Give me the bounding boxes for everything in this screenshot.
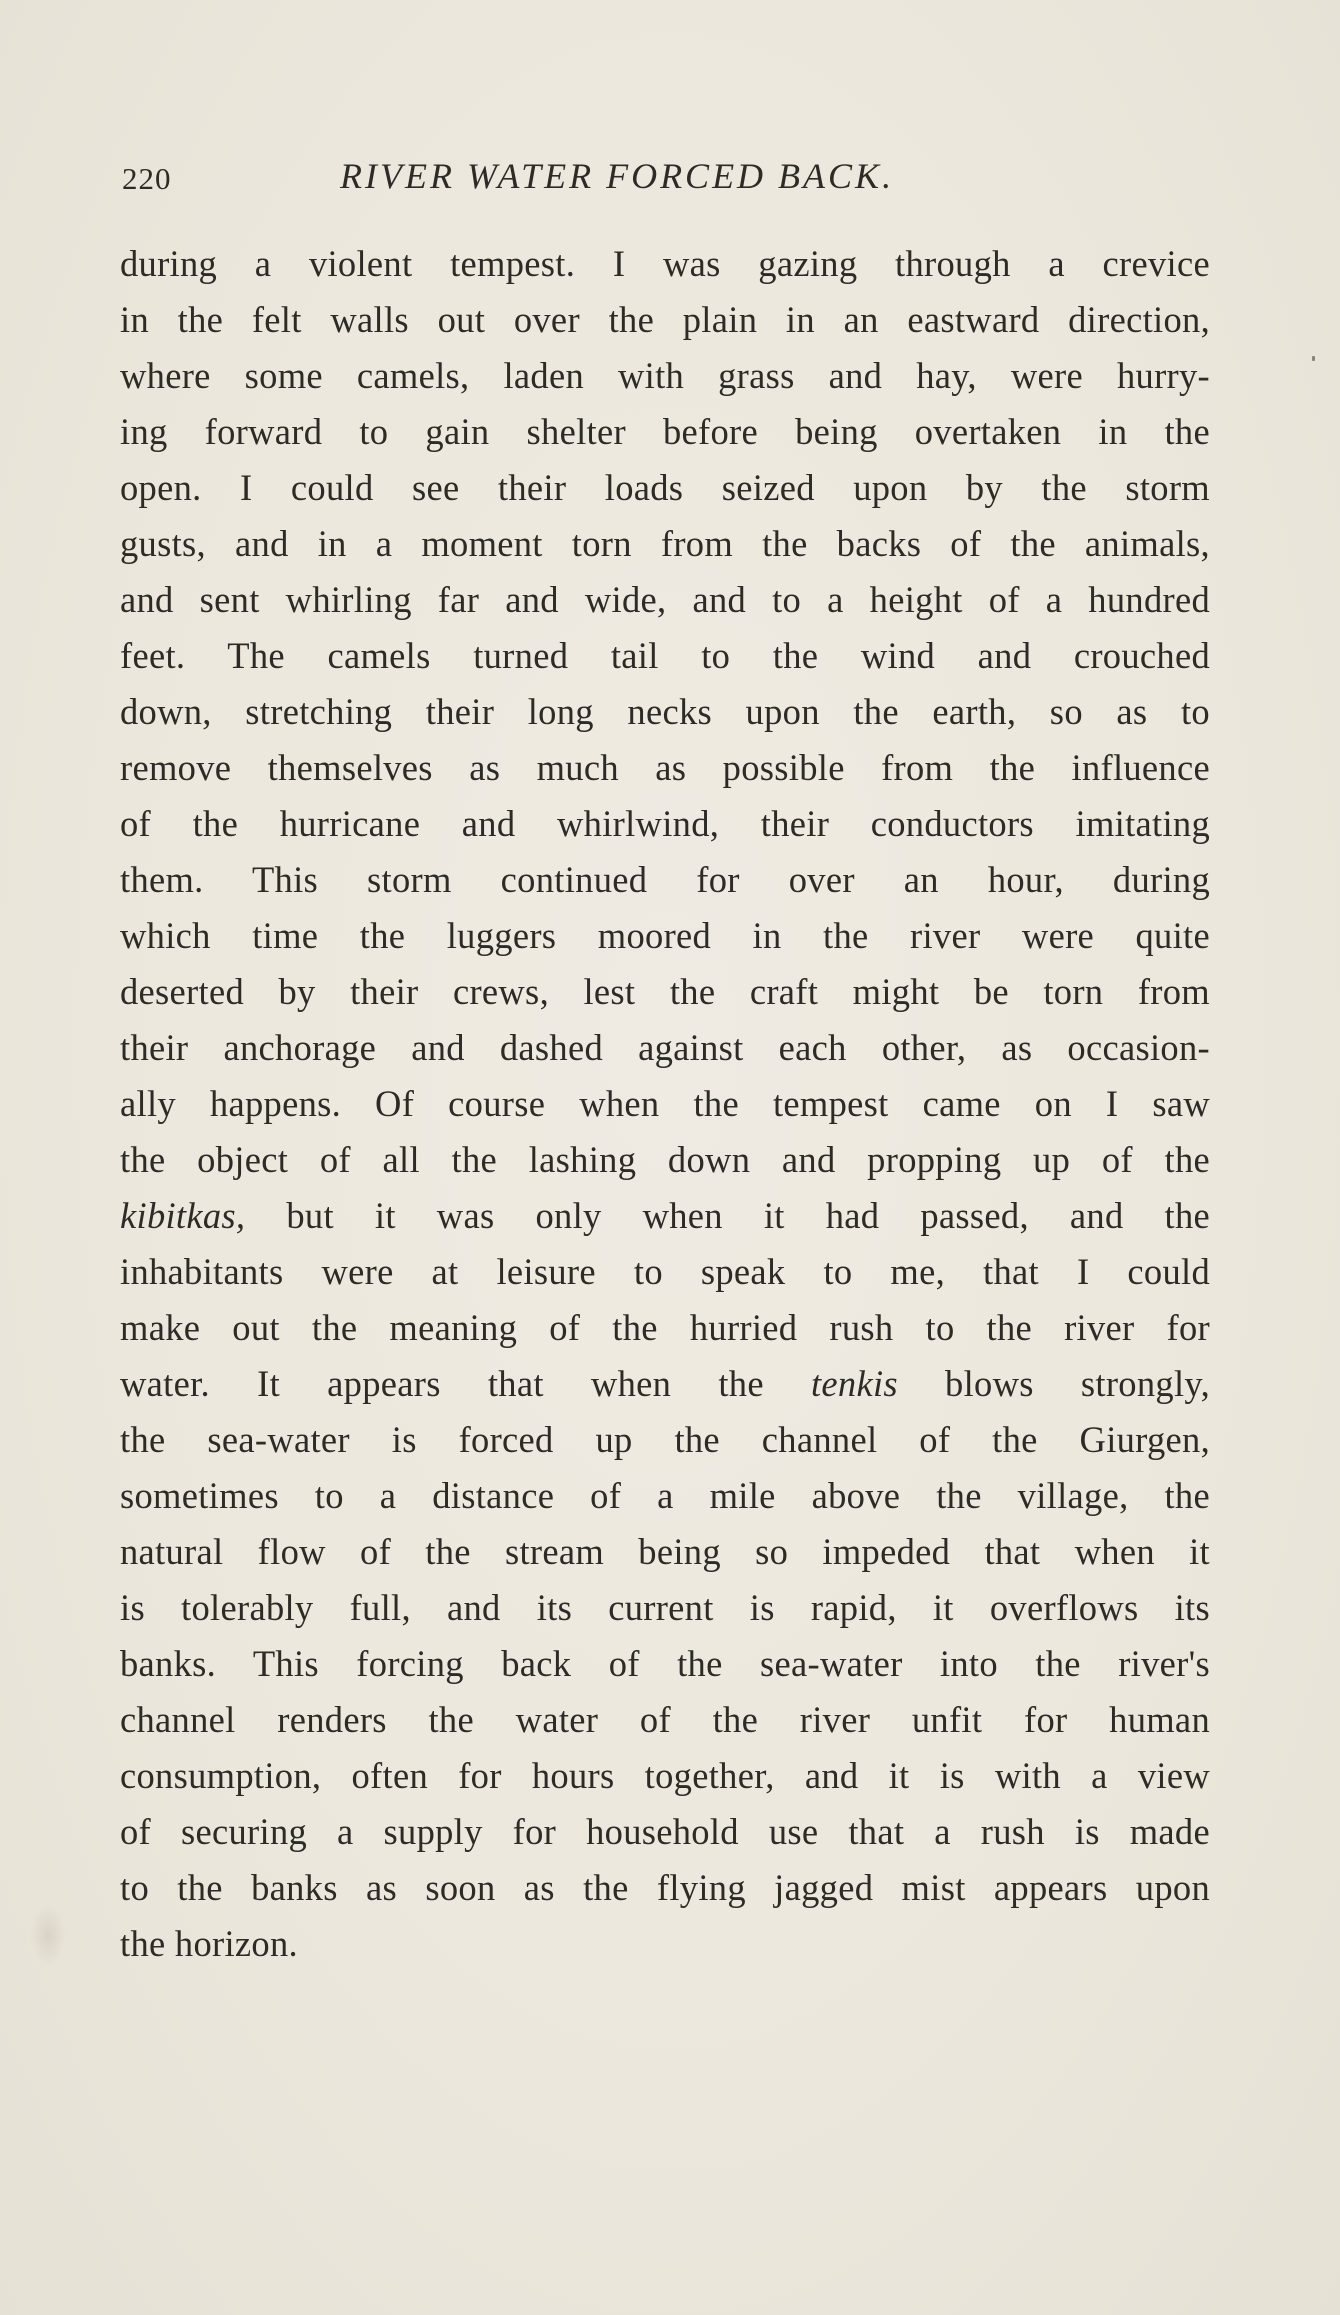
italic-word: kibitkas, <box>120 1195 246 1236</box>
text-line: consumption, often for hours together, and it is with a view <box>120 1755 1210 1796</box>
text-line: feet. The camels turned tail to the wind and crouched <box>120 635 1210 676</box>
text-line: the sea-water is forced up the channel of the Giurgen, <box>120 1419 1210 1460</box>
line-rest: but it was only when it had passed, and the <box>245 1195 1210 1236</box>
text-line: open. I could see their loads seized upon by the storm <box>120 467 1210 508</box>
page-header <box>122 155 1232 205</box>
text-line: ing forward to gain shelter before being overtaken in the <box>120 411 1210 452</box>
text-line-last: the horizon. <box>120 1923 298 1964</box>
text-line: down, stretching their long necks upon the earth, so as to <box>120 691 1210 732</box>
paper-smudge <box>30 1905 66 1965</box>
text-line: inhabitants were at leisure to speak to me, that I could <box>120 1251 1210 1292</box>
text-line: gusts, and in a moment torn from the backs of the animals, <box>120 523 1210 564</box>
text-line: is tolerably full, and its current is rapid, it overflows its <box>120 1587 1210 1628</box>
text-line: in the felt walls out over the plain in an eastward direction, <box>120 299 1210 340</box>
text-line: remove themselves as much as possible from the influence <box>120 747 1210 788</box>
text-line: the object of all the lashing down and propping up of the <box>120 1139 1210 1180</box>
text-line: where some camels, laden with grass and hay, were hurry- <box>120 355 1210 396</box>
text-line: make out the meaning of the hurried rush to the river for <box>120 1307 1210 1348</box>
text-line: to the banks as soon as the flying jagged mist appears upon <box>120 1867 1210 1908</box>
text-line: which time the luggers moored in the river were quite <box>120 915 1210 956</box>
text-line-with-italic <box>120 1188 1210 1244</box>
text-line: of securing a supply for household use that a rush is made <box>120 1811 1210 1852</box>
text-line: channel renders the water of the river unfit for human <box>120 1699 1210 1740</box>
paper-speck <box>1312 356 1315 361</box>
text-line: their anchorage and dashed against each other, as occasion- <box>120 1027 1210 1068</box>
text-line: them. This storm continued for over an hour, during <box>120 859 1210 900</box>
running-head: RIVER WATER FORCED BACK. <box>340 156 895 196</box>
text-line: natural flow of the stream being so impeded that when it <box>120 1531 1210 1572</box>
italic-word: tenkis <box>810 1363 898 1404</box>
page-number: 220 <box>122 161 172 196</box>
text-line: of the hurricane and whirlwind, their conductors imitating <box>120 803 1210 844</box>
text-line: and sent whirling far and wide, and to a height of a hundred <box>120 579 1210 620</box>
line-start: water. It appears that when the <box>120 1363 811 1404</box>
line-rest: blows strongly, <box>897 1363 1210 1404</box>
text-line-with-italic <box>120 1356 1210 1412</box>
text-line: ally happens. Of course when the tempest came on I saw <box>120 1083 1210 1124</box>
text-line: during a violent tempest. I was gazing through a crevice <box>120 243 1210 284</box>
text-line: banks. This forcing back of the sea-water into the river's <box>120 1643 1210 1684</box>
body-text <box>120 236 1210 1972</box>
text-line: deserted by their crews, lest the craft might be torn from <box>120 971 1210 1012</box>
text-line: sometimes to a distance of a mile above the village, the <box>120 1475 1210 1516</box>
